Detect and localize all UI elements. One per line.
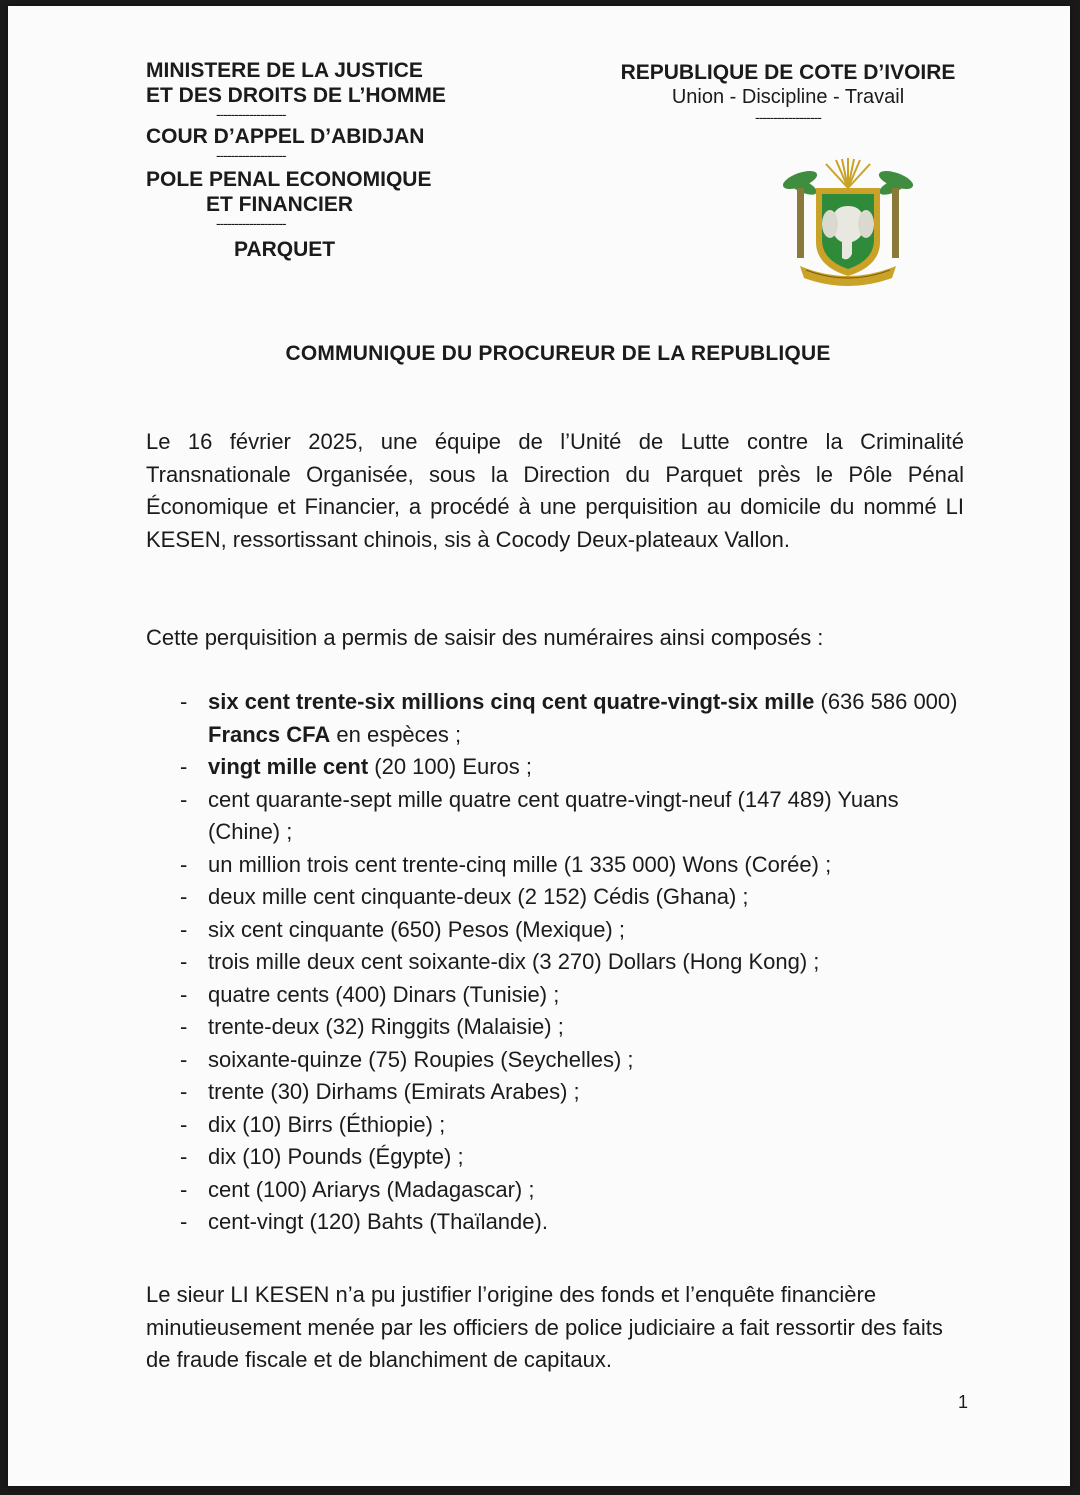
parquet-label: PARQUET	[234, 238, 336, 261]
ministry-line2: ET DES DROITS DE L’HOMME	[146, 84, 446, 107]
list-item: - trois mille deux cent soixante-dix (3 270) Dollars (Hong Kong) ;	[180, 949, 820, 974]
paragraph-1: Le 16 février 2025, une équipe de l’Unité de Lutte contre la Criminalité Transnationale Organisée, sous la Direction du Parquet près le Pôle Pénal Économique et Financier, a procédé à une perquisition au domicile du nommé LI KESEN, ressortissant chinois, sis à Cocody Deux-plateaux Vallon.	[146, 429, 964, 552]
pole-line2: ET FINANCIER	[206, 193, 353, 216]
list-item: - dix (10) Birrs (Éthiopie) ;	[180, 1111, 446, 1137]
list-item: - trente (30) Dirhams (Emirats Arabes) ;	[180, 1079, 580, 1104]
list-item: - vingt mille cent (20 100) Euros ;	[180, 754, 533, 779]
pole-line1: POLE PENAL ECONOMIQUE	[146, 168, 432, 191]
seized-currency-list	[146, 686, 964, 1239]
list-item: - quatre cents (400) Dinars (Tunisie) ;	[180, 981, 560, 1007]
document-page	[8, 6, 1070, 1486]
list-item: - dix (10) Pounds (Égypte) ;	[180, 1144, 464, 1169]
ministry-header	[146, 58, 446, 262]
separator: -------------------	[216, 147, 286, 163]
list-item: - trente-deux (32) Ringgits (Malaisie) ;	[180, 1014, 564, 1039]
list-item: - deux mille cent cinquante-deux (2 152) Cédis (Ghana) ;	[180, 884, 749, 909]
list-item: - cent (100) Ariarys (Madagascar) ;	[180, 1176, 535, 1202]
list-item: - cent quarante-sept mille quatre cent quatre-vingt-neuf (147 489) Yuans (Chine) ;	[180, 786, 899, 844]
ministry-line1: MINISTERE DE LA JUSTICE	[146, 59, 423, 82]
republic-name: REPUBLIQUE DE COTE D’IVOIRE	[620, 61, 956, 84]
separator: -------------------	[216, 106, 286, 122]
court-name: COUR D’APPEL D’ABIDJAN	[146, 125, 425, 148]
national-motto: Union - Discipline - Travail	[671, 86, 905, 108]
republic-header	[608, 60, 968, 123]
list-item: - soixante-quinze (75) Roupies (Seychelles) ;	[180, 1046, 634, 1072]
list-item: - cent-vingt (120) Bahts (Thaïlande).	[180, 1209, 548, 1234]
list-item: - six cent trente-six millions cinq cent quatre-vingt-six mille (636 586 000) Francs CFA en espèces ;	[180, 689, 958, 747]
list-item: - six cent cinquante (650) Pesos (Mexique) ;	[180, 916, 625, 942]
separator: ------------------	[755, 109, 821, 125]
list-item: - un million trois cent trente-cinq mille (1 335 000) Wons (Corée) ;	[180, 851, 832, 877]
ivory-coast-coat-of-arms-icon	[780, 154, 916, 290]
paragraph-3: Le sieur LI KESEN n’a pu justifier l’origine des fonds et l’enquête financière minutieusement menée par les officiers de police judiciaire a fait ressortir des faits de fraude fiscale et de blanchiment de capitaux.	[146, 1282, 943, 1372]
page-number: 1	[957, 1392, 968, 1412]
paragraph-2: Cette perquisition a permis de saisir des numéraires ainsi composés :	[146, 625, 824, 650]
communique-title: COMMUNIQUE DU PROCUREUR DE LA REPUBLIQUE	[285, 342, 831, 365]
separator: -------------------	[216, 215, 286, 231]
